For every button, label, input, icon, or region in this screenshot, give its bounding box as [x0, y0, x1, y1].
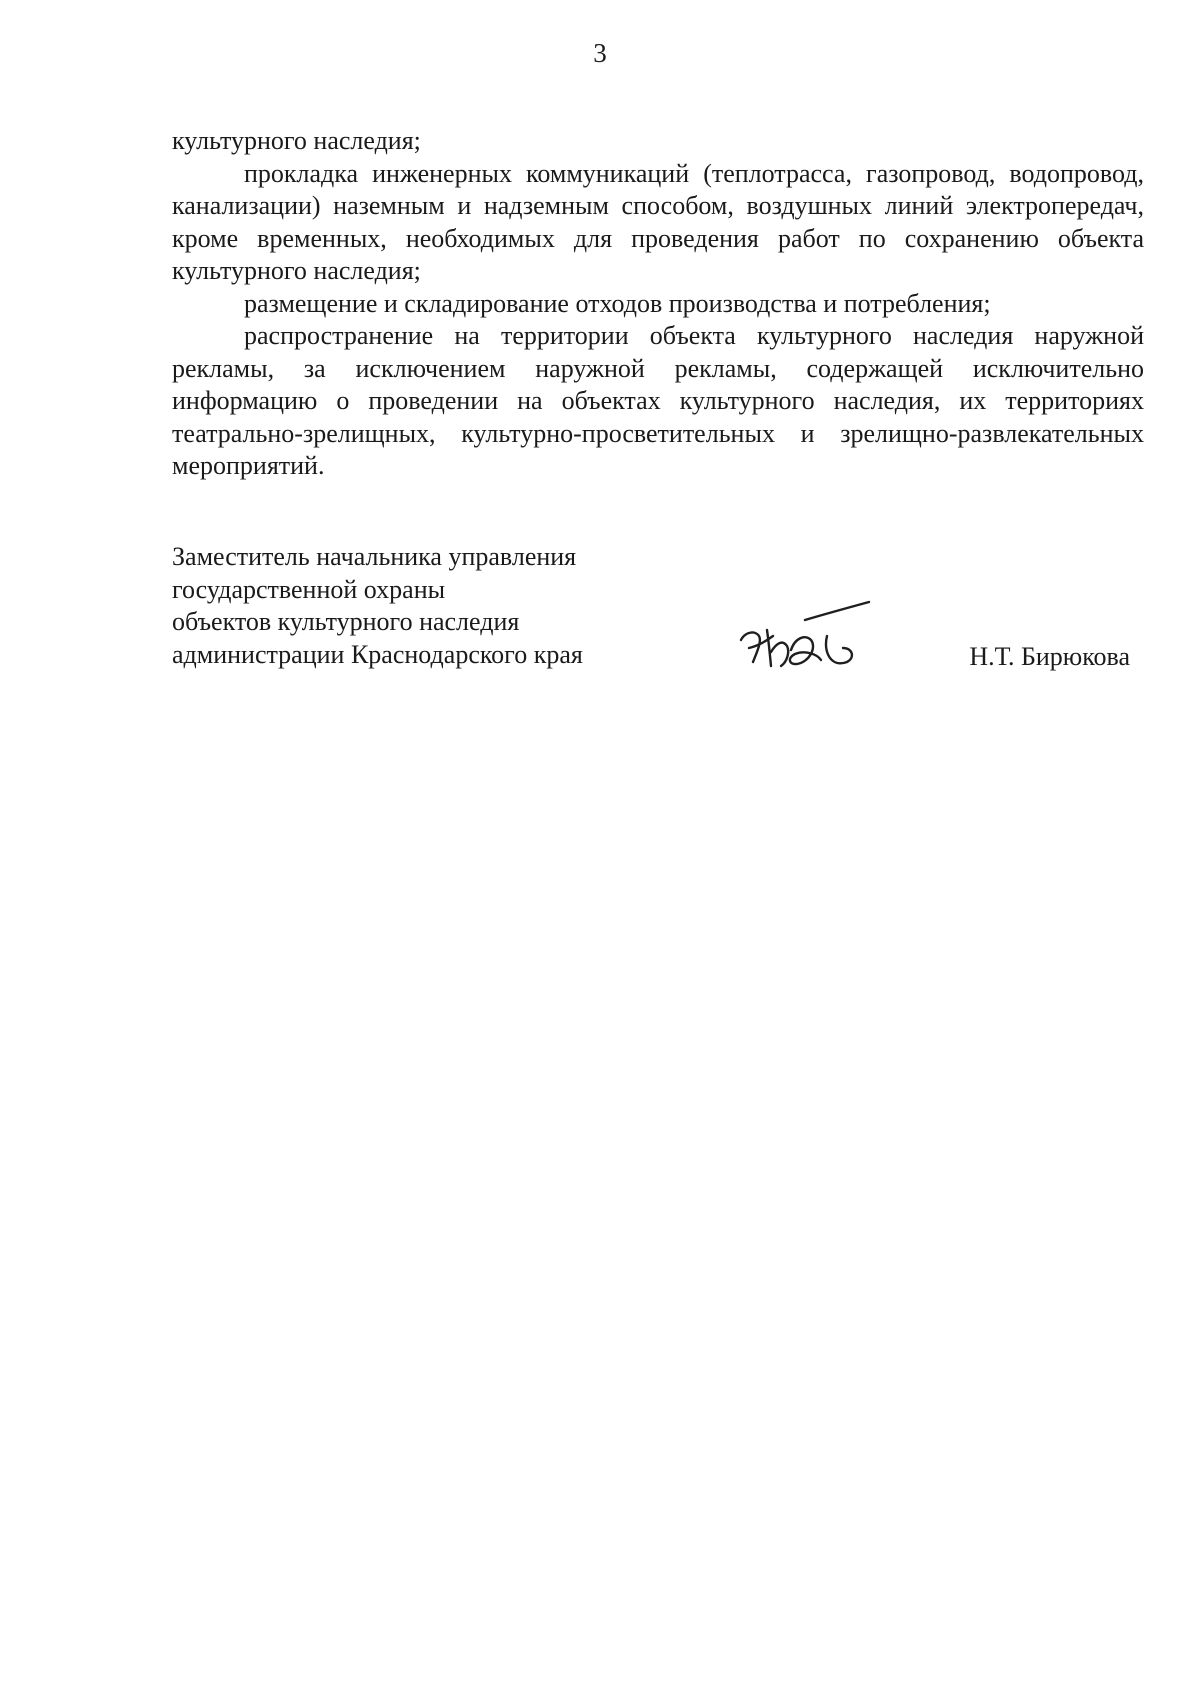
- paragraph-utilities: прокладка инженерных коммуникаций (теплотрасса, газопровод, водопровод, канализации) наземным и надземным способом, воздушных линий электропередач, кроме временных, необходимых для проведения работ по сохранению объекта культурного наследия;: [172, 158, 1144, 285]
- position-line: Заместитель начальника управления: [172, 542, 577, 571]
- signer-name: Н.Т. Бирюкова: [969, 642, 1130, 671]
- position-line: государственной охраны: [172, 574, 446, 604]
- page-number: 3: [593, 38, 607, 68]
- position-line: администрации Краснодарского края: [172, 639, 583, 669]
- signatory-position: [172, 541, 583, 671]
- position-line: объектов культурного наследия: [172, 607, 520, 636]
- document-body: [172, 125, 1144, 483]
- paragraph-waste: размещение и складирование отходов производства и потребления;: [244, 288, 991, 318]
- paragraph-advertising: распространение на территории объекта культурного наследия наружной рекламы, за исключением наружной рекламы, содержащей исключительно информацию о проведении на объектах культурного наследия, их территориях театрально-зрелищных, культурно-просветительных и зрелищно-развлекательных мероприятий.: [172, 321, 1144, 480]
- paragraph-continuation: культурного наследия;: [172, 126, 421, 155]
- handwritten-signature: [735, 596, 875, 680]
